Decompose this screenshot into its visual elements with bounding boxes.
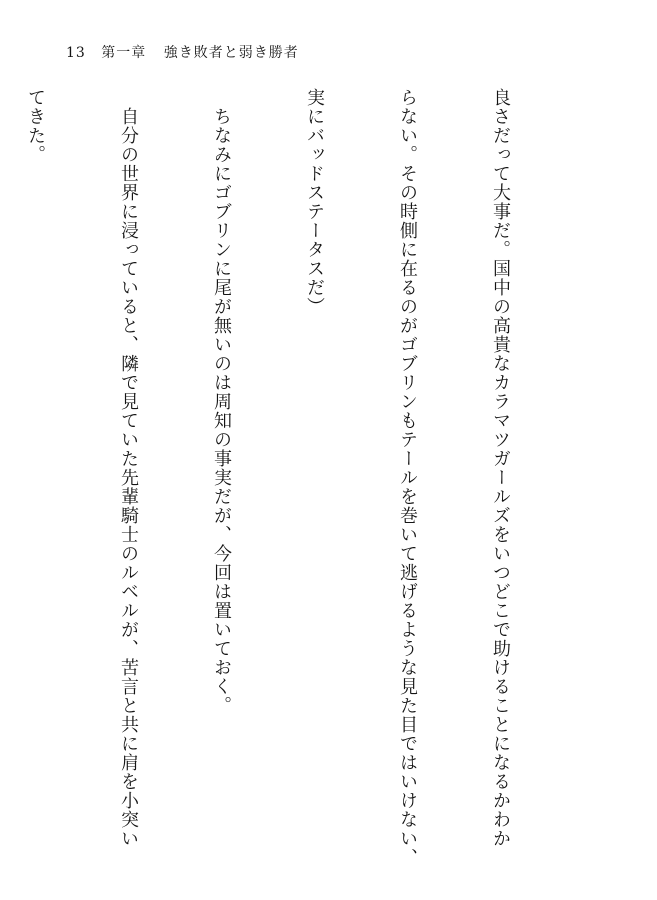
chapter-title: 強き敗者と弱き勝者 [163, 45, 299, 61]
text-line: 自分の世界に浸っていると、隣で見ていた先輩騎士のルベルが、苦言と共に肩を小突い [118, 88, 139, 848]
text-line: 実にバッドステータスだ） [304, 88, 325, 316]
page-number: 13 [66, 45, 86, 61]
text-line: らない。その時側に在るのがゴブリンもテールを巻いて逃げるような見た目ではいけない、 [397, 88, 418, 867]
chapter-label: 第一章 [101, 45, 147, 61]
text-line: てきた。 [25, 88, 46, 164]
vertical-body-text [25, 88, 578, 867]
text-line: 良さだって大事だ。国中の高貴なカラマツガールズをいつどこで助けることになるかわか [490, 88, 511, 848]
text-line: ちなみにゴブリンに尾が無いのは周知の事実だが、今回は置いておく。 [211, 88, 232, 715]
running-header [66, 42, 299, 62]
